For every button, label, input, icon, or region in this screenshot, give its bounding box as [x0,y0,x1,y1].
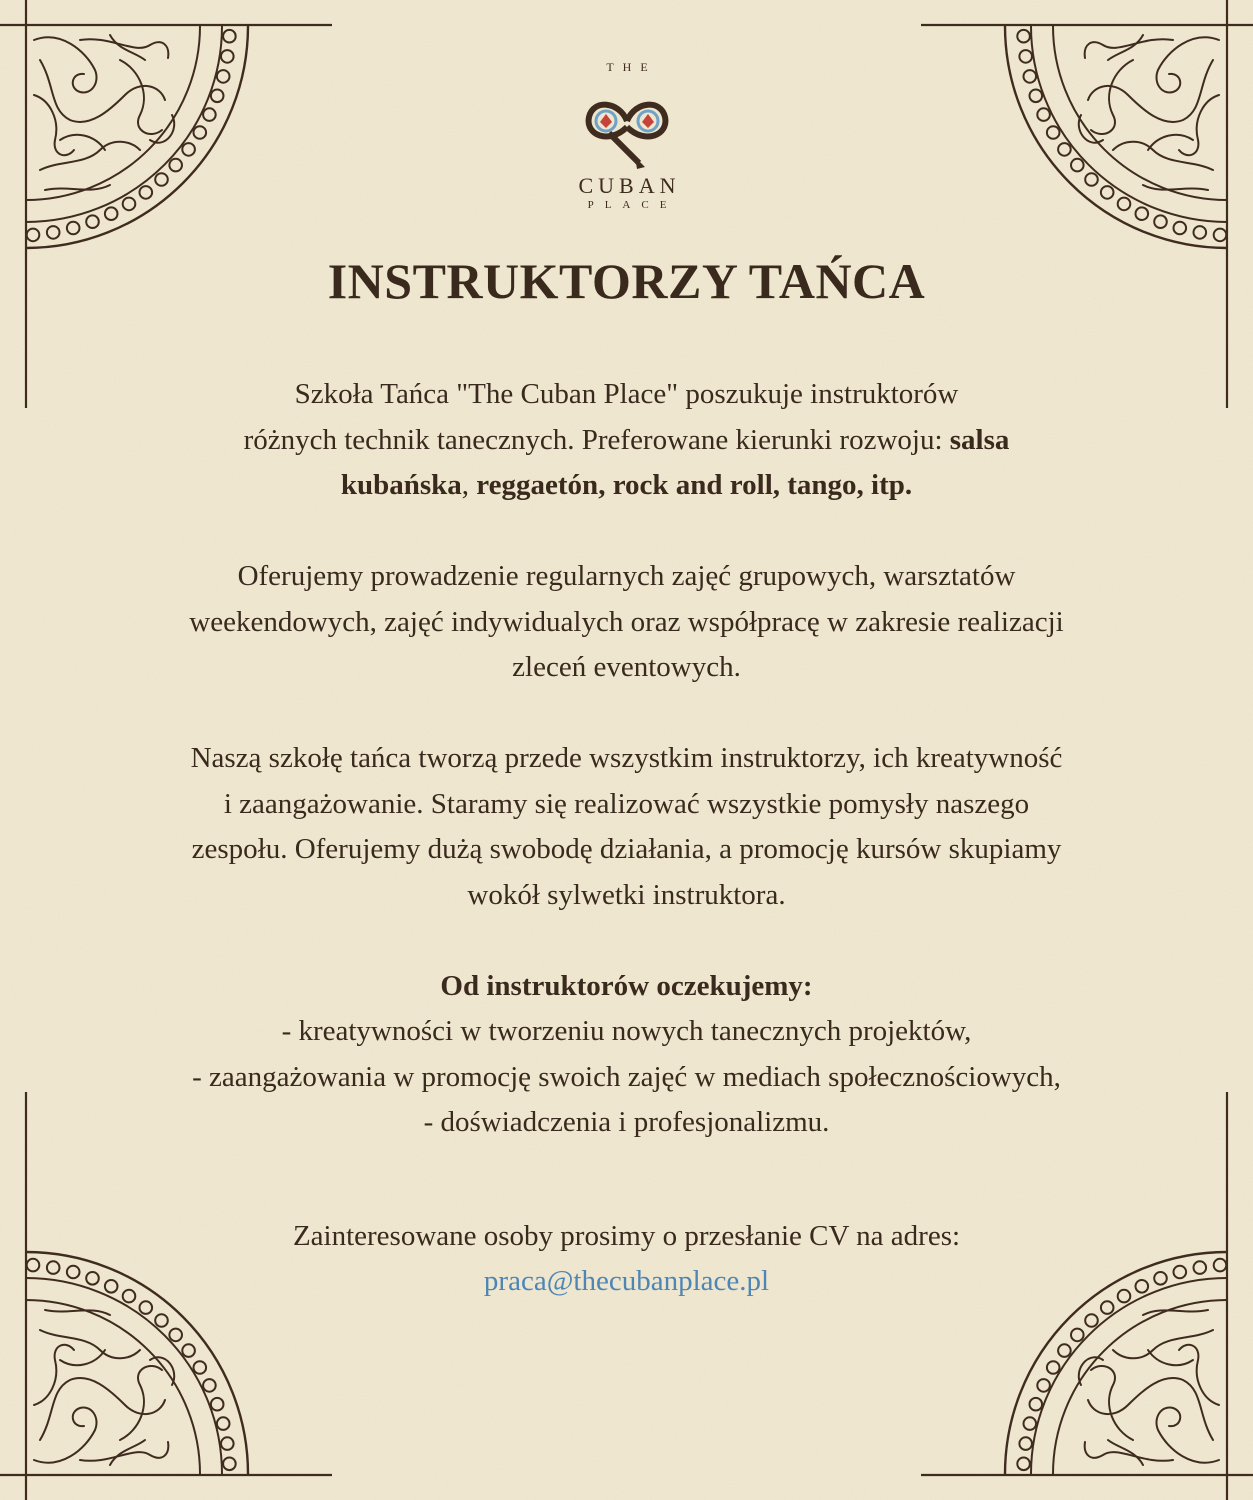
requirement-item: - doświadczenia i profesjonalizmu. [423,1106,830,1138]
logo-top-word: THE [606,60,657,74]
requirements-paragraph [100,964,1153,1146]
announcement-body [100,372,1153,1350]
contact-paragraph [100,1214,1153,1305]
requirements-heading: Od instruktorów oczekujemy: [440,969,813,1002]
team-line: i zaangażowanie. Staramy się realizować wszystkie pomysły naszego [223,787,1030,820]
team-line: Naszą szkołę tańca tworzą przede wszystkim instruktorzy, ich kreatywność [190,742,1063,774]
corner-ornament-top-left [0,0,420,420]
intro-line: Szkoła Tańca "The Cuban Place" poszukuje instruktorów [294,378,959,410]
contact-text: Zainteresowane osoby prosimy o przesłanie CV na adres: [292,1219,961,1252]
contact-email-link[interactable]: praca@thecubanplace.pl [483,1265,770,1297]
intro-bold: , rock and roll, tango, itp. [598,469,913,501]
logo-emblem-icon [579,81,675,171]
offer-paragraph [100,554,1153,691]
brand-logo [527,60,727,211]
intro-bold: salsa [949,423,1010,456]
intro-paragraph [100,372,1153,509]
team-line: zespołu. Oferujemy dużą swobodę działania, a promocję kursów skupiamy [191,833,1062,865]
intro-bold: kubańska [340,469,462,501]
page-title: INSTRUKTORZY TAŃCA [327,253,926,309]
offer-line: Oferujemy prowadzenie regularnych zajęć grupowych, warsztatów [237,560,1016,592]
requirement-item: - zaangażowania w promocję swoich zajęć w mediach społecznościowych, [192,1060,1061,1093]
logo-main-word: CUBAN [578,173,681,198]
intro-separator: , [461,469,477,501]
intro-bold: reggaetón [476,469,599,501]
offer-line: zleceń eventowych. [512,651,741,683]
intro-line [100,463,1153,509]
intro-line [100,418,1153,464]
corner-ornament-top-right [833,0,1253,420]
logo-bottom-word: PLACE [587,199,678,211]
team-line: wokół sylwetki instruktora. [467,878,786,911]
requirement-item: - kreatywności w tworzeniu nowych tanecznych projektów, [281,1015,972,1047]
offer-line: weekendowych, zajęć indywidualych oraz współpracę w zakresie realizacji [189,605,1064,638]
team-paragraph [100,736,1153,918]
intro-text: różnych technik tanecznych. Preferowane kierunki rozwoju: [243,423,950,456]
